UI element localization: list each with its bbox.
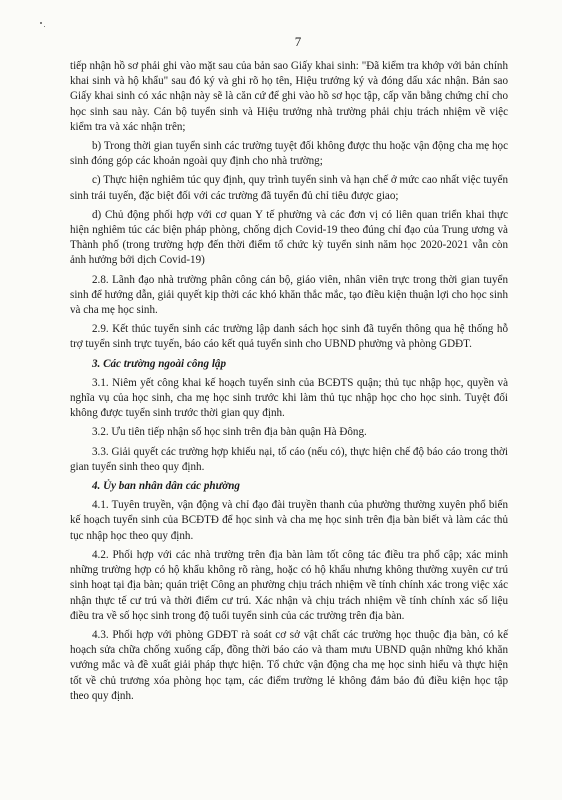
scan-speck [44, 26, 45, 27]
paragraph: 4.3. Phối hợp với phòng GDĐT rà soát cơ sở vật chất các trường học thuộc địa bàn, có kế hoạch sửa chữa chống xuống cấp, đồng thời báo cáo và tham mưu UBND quận những khó khăn vướng mắc và đề xuất giải pháp thực hiện. Tổ chức vận động cha mẹ học sinh hiểu và thực hiện tốt về chủ trương xóa phòng học tạm, các điểm trường lẻ không đảm bảo đủ điều kiện học tập theo quy định. [70, 628, 508, 702]
scan-speck [40, 22, 42, 24]
paragraph: 4.2. Phối hợp với các nhà trường trên địa bàn làm tốt công tác điều tra phổ cập; xác minh những trường hợp có hộ khẩu không rõ ràng, hoặc có hộ khẩu nhưng không thường xuyên cư trú sinh hoạt tại địa bàn; quán triệt Công an phường chịu trách nhiệm về tính chính xác trong việc xác nhận thực tế cư trú và thời điểm cư trú. Xác nhận và chịu trách nhiệm về tính chính xác số liệu điều tra về số học sinh trong độ tuổi tuyển sinh của các trường trên địa bàn. [70, 548, 508, 622]
paragraph: 3.2. Ưu tiên tiếp nhận số học sinh trên địa bàn quận Hà Đông. [92, 426, 367, 439]
paragraph: c) Thực hiện nghiêm túc quy định, quy trình tuyển sinh và hạn chế ở mức cao nhất việc tuyển sinh trái tuyến, đặc biệt đối với các trường đã tuyển đủ chỉ tiêu được giao; [70, 174, 508, 202]
paragraph: tiếp nhận hồ sơ phải ghi vào mặt sau của bản sao Giấy khai sinh: "Đã kiểm tra khớp với bản chính khai sinh và hộ khẩu" sau đó ký và ghi rõ họ tên, Hiệu trưởng ký và đóng dấu xác nhận. Bản sao Giấy khai sinh có xác nhận này sẽ là căn cứ để ghi vào hồ sơ học tập, cấp văn bằng chứng chỉ cho học sinh sau này. Cán bộ tuyển sinh và Hiệu trưởng nhà trường phải chịu trách nhiệm về việc kiểm tra và xác nhận trên; [70, 60, 508, 133]
document-body [70, 59, 508, 704]
section-heading: 3. Các trường ngoài công lập [92, 357, 227, 370]
page-number: 7 [294, 34, 302, 49]
paragraph: 4.1. Tuyên truyền, vận động và chỉ đạo đài truyền thanh của phường thường xuyên phổ biến kế hoạch tuyển sinh của BCĐTĐ để học sinh và cha mẹ học sinh trên địa bàn biết và làm các thủ tục nhập học theo quy định. [70, 499, 508, 542]
paragraph: 3.1. Niêm yết công khai kế hoạch tuyển sinh của BCĐTS quận; thủ tục nhập học, quyền và nghĩa vụ của học sinh, cha mẹ học sinh trước khi làm thủ tục nhập học cho học sinh. Tuyệt đối không được tuyển sinh trước thời gian quy định. [70, 376, 508, 420]
paragraph: 3.3. Giải quyết các trường hợp khiếu nại, tố cáo (nếu có), thực hiện chế độ báo cáo trong thời gian tuyển sinh theo quy định. [70, 445, 508, 473]
section-heading: 4. Ủy ban nhân dân các phường [92, 480, 240, 493]
paragraph: 2.9. Kết thúc tuyển sinh các trường lập danh sách học sinh đã tuyển thông qua hệ thống hỗ trợ tuyển sinh trực tuyến, báo cáo kết quả tuyển sinh cho UBND phường và phòng GDĐT. [70, 323, 508, 351]
paragraph: d) Chủ động phối hợp với cơ quan Y tế phường và các đơn vị có liên quan triển khai thực hiện nghiêm túc các biện pháp phòng, chống dịch Covid-19 theo đúng chỉ đạo của Trung ương và Thành phố (trong trường hợp đến thời điểm tổ chức kỳ tuyển sinh năm học 2020-2021 vẫn còn ảnh hưởng bởi dịch Covid-19) [70, 208, 508, 267]
paragraph: 2.8. Lãnh đạo nhà trường phân công cán bộ, giáo viên, nhân viên trực trong thời gian tuyển sinh để hướng dẫn, giải quyết kịp thời các khó khăn thắc mắc, tạo điều kiện thuận lợi cho học sinh và cha mẹ học sinh. [70, 273, 508, 317]
paragraph: b) Trong thời gian tuyển sinh các trường tuyệt đối không được thu hoặc vận động cha mẹ học sinh đóng góp các khoản ngoài quy định cho nhà trường; [70, 140, 508, 168]
